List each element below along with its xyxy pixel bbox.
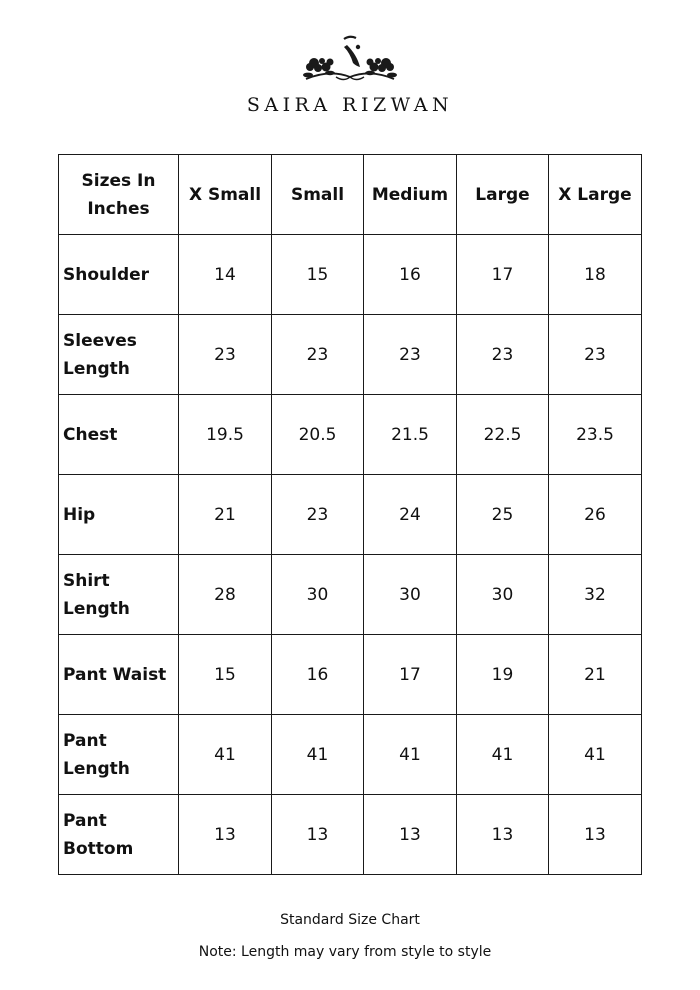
table-cell: 20.5 xyxy=(272,395,364,475)
table-cell: 17 xyxy=(364,635,457,715)
column-header-large: Large xyxy=(457,155,549,235)
table-cell: 26 xyxy=(549,475,642,555)
table-header-row xyxy=(59,155,642,235)
table-row xyxy=(59,315,642,395)
table-row xyxy=(59,715,642,795)
table-cell: 16 xyxy=(364,235,457,315)
table-cell: 41 xyxy=(179,715,272,795)
table-cell: 30 xyxy=(364,555,457,635)
row-label-hip: Hip xyxy=(59,475,179,555)
table-cell: 21 xyxy=(179,475,272,555)
table-cell: 41 xyxy=(457,715,549,795)
brand-name: SAIRA RIZWAN xyxy=(246,94,454,116)
table-cell: 23 xyxy=(179,315,272,395)
table-cell: 30 xyxy=(272,555,364,635)
sizes-in-inches-header xyxy=(59,155,179,235)
table-cell: 28 xyxy=(179,555,272,635)
row-label-pant-length: Pant Length xyxy=(59,715,179,795)
table-cell: 13 xyxy=(457,795,549,875)
table-cell: 23.5 xyxy=(549,395,642,475)
corner-header-line: Sizes In xyxy=(81,170,156,191)
table-row xyxy=(59,795,642,875)
table-cell: 23 xyxy=(364,315,457,395)
row-label-line: Sleeves xyxy=(63,330,137,351)
table-cell: 13 xyxy=(549,795,642,875)
table-cell: 13 xyxy=(364,795,457,875)
column-header-medium: Medium xyxy=(364,155,457,235)
table-cell: 18 xyxy=(549,235,642,315)
row-label-shoulder: Shoulder xyxy=(59,235,179,315)
size-chart-caption: Standard Size Chart xyxy=(280,912,420,928)
table-cell: 25 xyxy=(457,475,549,555)
table-cell: 30 xyxy=(457,555,549,635)
table-cell: 14 xyxy=(179,235,272,315)
row-label-pant-waist: Pant Waist xyxy=(59,635,179,715)
table-row xyxy=(59,635,642,715)
floral-letter-logo-icon xyxy=(300,33,400,87)
row-label-chest: Chest xyxy=(59,395,179,475)
table-cell: 21 xyxy=(549,635,642,715)
table-cell: 16 xyxy=(272,635,364,715)
column-header-x-large: X Large xyxy=(549,155,642,235)
table-cell: 15 xyxy=(179,635,272,715)
row-label-line: Length xyxy=(63,358,130,379)
row-label-sleeves-length xyxy=(59,315,179,395)
table-cell: 23 xyxy=(272,475,364,555)
table-cell: 24 xyxy=(364,475,457,555)
table-cell: 22.5 xyxy=(457,395,549,475)
table-cell: 17 xyxy=(457,235,549,315)
table-row xyxy=(59,395,642,475)
table-cell: 41 xyxy=(364,715,457,795)
table-cell: 23 xyxy=(549,315,642,395)
length-note: Note: Length may vary from style to style xyxy=(198,944,492,960)
table-row xyxy=(59,475,642,555)
table-cell: 15 xyxy=(272,235,364,315)
table-cell: 41 xyxy=(272,715,364,795)
table-cell: 13 xyxy=(179,795,272,875)
column-header-x-small: X Small xyxy=(179,155,272,235)
table-cell: 19 xyxy=(457,635,549,715)
table-cell: 21.5 xyxy=(364,395,457,475)
table-cell: 13 xyxy=(272,795,364,875)
table-cell: 23 xyxy=(457,315,549,395)
table-cell: 32 xyxy=(549,555,642,635)
table-cell: 19.5 xyxy=(179,395,272,475)
table-row xyxy=(59,235,642,315)
corner-header-line: Inches xyxy=(87,198,150,219)
row-label-shirt-length: Shirt Length xyxy=(59,555,179,635)
table-cell: 23 xyxy=(272,315,364,395)
column-header-small: Small xyxy=(272,155,364,235)
size-chart-table xyxy=(58,154,642,875)
row-label-pant-bottom: Pant Bottom xyxy=(59,795,179,875)
table-row xyxy=(59,555,642,635)
table-cell: 41 xyxy=(549,715,642,795)
